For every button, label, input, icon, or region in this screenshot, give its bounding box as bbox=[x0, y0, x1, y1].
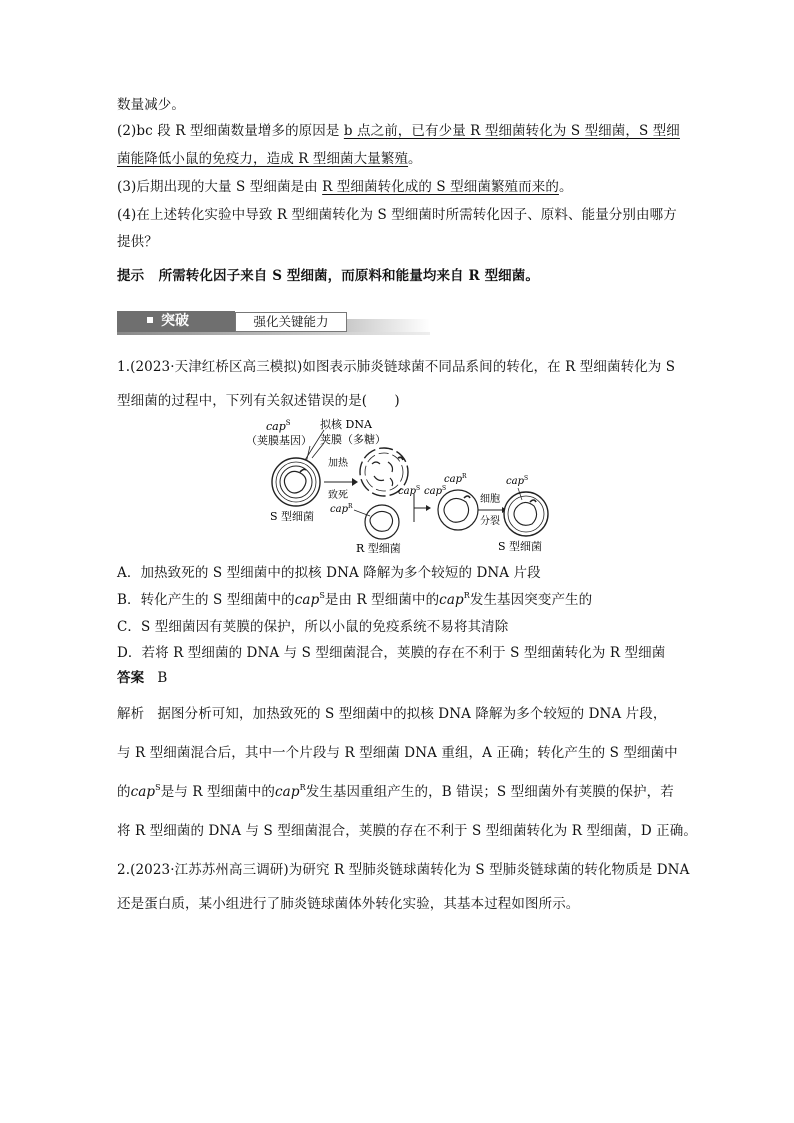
analysis-line: 将 R 型细菌的 DNA 与 S 型细菌混合，荚膜的存在不利于 S 型细菌转化为 R 型细菌，D 正确。 bbox=[117, 823, 697, 839]
question-stem: 型细菌的过程中，下列有关叙述错误的是( ) bbox=[117, 393, 400, 409]
analysis-line: 的cap$^S$是与 R 型细菌中的cap$^R$发生基因重组产生的，B 错误；S 型细菌外有荚膜的保护，若 bbox=[117, 783, 674, 800]
section-title: 强化关键能力 bbox=[235, 312, 347, 332]
text-line: (3)后期出现的大量 S 型细菌是由 R 型细菌转化成的 S 型细菌繁殖而来的。 bbox=[117, 179, 573, 195]
analysis-line: 解析 据图分析可知，加热致死的 S 型细菌中的拟核 DNA 降解为多个较短的 DNA 片段， bbox=[117, 706, 667, 722]
division-label: 分裂 bbox=[480, 516, 500, 527]
s-bacteria-label: S 型细菌 bbox=[498, 540, 543, 553]
arrow-head-icon bbox=[426, 505, 431, 511]
cap-r-label: cap$^R$ bbox=[444, 473, 467, 485]
answer-line: 答案 B bbox=[117, 670, 168, 686]
section-tag: 突破 bbox=[117, 311, 235, 332]
heat-label: 加热 bbox=[328, 458, 348, 469]
pointer-line bbox=[312, 443, 324, 458]
text-line: 菌能降低小鼠的免疫力，造成 R 型细菌大量繁殖。 bbox=[117, 151, 422, 167]
text-line: 提供？ bbox=[117, 234, 158, 250]
hint-text: 所需转化因子来自 S 型细菌，而原料和能量均来自 R 型细菌。 bbox=[158, 268, 539, 284]
text-line: 数量减少。 bbox=[117, 97, 185, 113]
s-bacterium-cell bbox=[272, 458, 320, 506]
transformed-r-cell bbox=[438, 490, 478, 530]
cap-s-label: cap$^S$ bbox=[506, 475, 529, 487]
square-icon bbox=[147, 317, 153, 323]
answer-value: B bbox=[157, 670, 168, 686]
cap-s-label: cap$^S$ bbox=[398, 485, 421, 497]
section-fade bbox=[347, 319, 430, 332]
section-header bbox=[117, 311, 430, 332]
option-c: C．S 型细菌因有荚膜的保护，所以小鼠的免疫系统不易将其清除 bbox=[117, 619, 509, 635]
cap-s-label: cap$^S$ bbox=[266, 419, 291, 433]
analysis-line: 与 R 型细菌混合后，其中一个片段与 R 型细菌 DNA 重组，A 正确；转化产生的 S 型细菌中 bbox=[117, 745, 678, 761]
bacteria-transformation-figure bbox=[240, 410, 560, 558]
option-a: A．加热致死的 S 型细菌中的拟核 DNA 降解为多个较短的 DNA 片段 bbox=[117, 565, 541, 581]
kill-label: 致死 bbox=[328, 490, 348, 501]
hint-line bbox=[117, 266, 539, 286]
capsule-label: 荚膜（多糖） bbox=[320, 433, 386, 446]
s-bacteria-label: S 型细菌 bbox=[270, 510, 315, 523]
question-stem: 2.(2023·江苏苏州高三调研)为研究 R 型肺炎链球菌转化为 S 型肺炎链球菌的转化物质是 DNA bbox=[117, 862, 690, 878]
cap-s-label: cap$^S$ bbox=[424, 485, 447, 497]
section-underline bbox=[117, 332, 430, 335]
r-bacterium-cell bbox=[365, 505, 399, 539]
question-stem: 1.(2023·天津红桥区高三模拟)如图表示肺炎链球菌不同品系间的转化，在 R 型细菌转化为 S bbox=[117, 359, 676, 375]
resulting-s-cell bbox=[504, 492, 548, 536]
text-line: (4)在上述转化实验中导致 R 型细菌转化为 S 型细菌时所需转化因子、原料、能量分别由哪方 bbox=[117, 207, 677, 223]
analysis-label: 解析 bbox=[117, 706, 145, 722]
question-stem: 还是蛋白质，某小组进行了肺炎链球菌体外转化实验，其基本过程如图所示。 bbox=[117, 896, 580, 912]
option-d: D．若将 R 型细菌的 DNA 与 S 型细菌混合，荚膜的存在不利于 S 型细菌转化为 R 型细菌 bbox=[117, 645, 666, 661]
capsule-gene-label: （荚膜基因） bbox=[246, 434, 312, 447]
arrow-head-icon bbox=[352, 478, 358, 486]
division-label: 细胞 bbox=[480, 494, 500, 505]
nucleoid-dna-label: 拟核 DNA bbox=[320, 418, 372, 431]
option-b: B．转化产生的 S 型细菌中的cap$^S$是由 R 型细菌中的cap$^R$发生基因突变产生的 bbox=[117, 591, 593, 608]
hint-label: 提示 bbox=[117, 268, 145, 284]
cap-r-label: cap$^R$ bbox=[330, 503, 353, 515]
r-bacteria-label: R 型细菌 bbox=[356, 542, 401, 555]
text-line: (2)bc 段 R 型细菌数量增多的原因是 b 点之前，已有少量 R 型细菌转化为 S 型细菌，S 型细 bbox=[117, 123, 680, 139]
